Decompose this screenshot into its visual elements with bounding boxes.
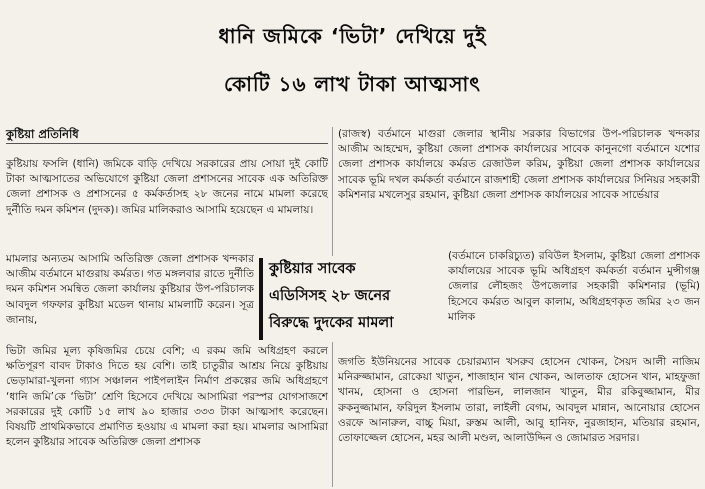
- subhead-accent-bar: [259, 258, 263, 340]
- column-2-paragraph-2: [448, 249, 700, 355]
- column-1-paragraph-1: [6, 157, 328, 252]
- pull-quote-subhead: [259, 256, 439, 342]
- subhead-line-2: এডিসিসহ ২৮ জনের: [269, 288, 391, 304]
- headline-line-2: কোটি ১৬ লাখ টাকা আত্মসাৎ: [224, 72, 481, 96]
- byline-divider: [6, 143, 328, 144]
- headline-line-1: ধানি জমিকে ‘ভিটা’ দেখিয়ে দুই: [218, 24, 487, 48]
- body-text: (বর্তমানে চাকরিচ্যুত) রবিউল ইসলাম, কুষ্টিয়া জেলা প্রশাসক কার্যালয়ের সাবেক ভূমি অধিগ্রহণ কর্মকর্তা বর্তমান মুন্সীগঞ্জ জেলার লৌহজং উপজেলার সহকারী কমিশনার (ভূমি) হিসেবে কর্মরত আবুল কালাম, অধিগ্রহণকৃত জমির ২৩ জন মালিক: [448, 250, 700, 323]
- subhead-text: [269, 256, 441, 337]
- subhead-line-1: কুষ্টিয়ার সাবেক: [269, 261, 356, 277]
- byline: কুষ্টিয়া প্রতিনিধি: [6, 127, 79, 141]
- column-1-paragraph-2: [6, 252, 254, 344]
- body-text: জগতি ইউনিয়নের সাবেক চেয়ারম্যান খসরুব হোসেন খোকন, সৈয়দ আলী নাজিম মনিরুজ্জামান, রোকেয়া খাতুন, শাজাহান খান খোকন, আলতাফ হোসেন খান, মাহফুজা খানম, হোসনা ও হোসনা পারভিন, লালজান খাতুন, মীর রকিবুজ্জামান, মীর রুকনুজ্জামান, ফরিদুল ইসলাম তারা, লাইলী বেগম, আবদুল মান্নান, আনোয়ার হোসেন ওরফে আনারুল, বাচ্চু মিয়া, রুস্তম আলী, আবু হানিফ, নুরজাহান, মতিয়ার রহমান, তোফাজ্জেল হোসেন, মহর আলী মণ্ডল, আলাউদ্দিন ও জোমারত সরদার।: [338, 356, 700, 445]
- body-text: কুষ্টিয়ায় ফসলি (ধানি) জমিকে বাড়ি দেখিয়ে সরকারের প্রায় সোয়া দুই কোটি টাকা আত্মসাতের অভিযোগে কুষ্টিয়া জেলা প্রশাসনের সাবেক এক অতিরিক্ত জেলা প্রশাসক ও প্রশাসনের ৫ কর্মকর্তাসহ ২৮ জনের নামে মামলা করেছে দুর্নীতি দমন কমিশন (দুদক)। জমির মালিকরাও আসামি হয়েছেন এ মামলায়।: [6, 158, 328, 216]
- body-text: মামলার অন্যতম আসামি অতিরিক্ত জেলা প্রশাসক খন্দকার আজীম বর্তমানে মাগুরায় কর্মরত। গত মঙ্গলবার রাতে দুর্নীতি দমন কমিশন সমন্বিত জেলা কার্যালয় কুষ্টিয়ার উপ-পরিচালক আবদুল গফফার কুষ্টিয়া মডেল থানায় মামলাটি করেন। সূত্র জানায়,: [6, 253, 254, 326]
- column-2-paragraph-3: [338, 355, 700, 489]
- column-2-paragraph-1: [338, 127, 700, 249]
- body-text: ভিটা জমির মূল্য কৃষিজমির চেয়ে বেশি; এ রকম জমি অধিগ্রহণ করলে ক্ষতিপূরণ বাবদ টাকাও দিতে হয় বেশি। তাই চাতুরীর আশ্রয় নিয়ে কুষ্টিয়ায় ভেড়ামারা-খুলনা গ্যাস সঞ্চালন পাইপলাইন নির্মাণ প্রকল্পের জমি অধিগ্রহণে ‘ধানি জমি’কে ‘ভিটা’ শ্রেণি হিসেবে দেখিয়ে আসামিরা পরস্পর যোগসাজশে সরকারের দুই কোটি ১৫ লাখ ৯০ হাজার ৩৩৩ টাকা আত্মসাৎ করেছেন। বিষয়টি প্রাথমিকভাবে প্রমাণিত হওয়ায় এ মামলা করা হয়। মামলার আসামিরা হলেন কুষ্টিয়ার সাবেক অতিরিক্ত জেলা প্রশাসক: [6, 345, 328, 449]
- subhead-line-3: বিরুদ্ধে দুদকের মামলা: [269, 315, 394, 331]
- body-text: (রাজস্ব) বর্তমানে মাগুরা জেলার স্থানীয় সরকার বিভাগের উপ-পরিচালক খন্দকার আজীম আহম্মেদ, কুষ্টিয়া জেলা প্রশাসক কার্যালয়ের সাবেক কানুনগো বর্তমানে যশোর জেলা প্রশাসক কার্যালয়ে কর্মরত রেজাউল করিম, কুষ্টিয়া জেলা প্রশাসক কার্যালয়ের সাবেক ভূমি দখল কর্মকর্তা বর্তমানে রাজশাহী জেলা প্রশাসক কার্যালয়ের সিনিয়র সহকারী কমিশনার মখলেসুর রহমান, কুষ্টিয়া জেলা প্রশাসক কার্যালয়ের সাবেক সার্ভেয়ার: [338, 128, 700, 201]
- column-1-paragraph-3: [6, 344, 328, 489]
